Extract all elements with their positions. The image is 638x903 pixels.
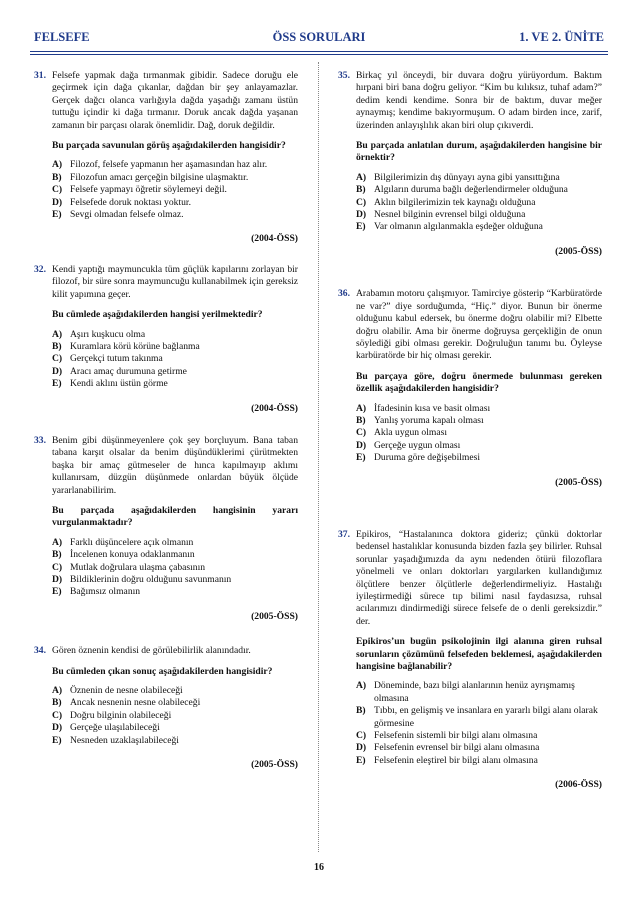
option-text: Aracı amaç durumuna getirme bbox=[70, 365, 187, 377]
option-letter: C) bbox=[52, 184, 63, 196]
page-header bbox=[30, 26, 608, 48]
answer-option[interactable] bbox=[52, 562, 298, 574]
option-text: Felsefenin evrensel bir bilgi alanı olmasına bbox=[374, 742, 540, 754]
question-34 bbox=[34, 645, 298, 771]
option-letter: B) bbox=[356, 414, 366, 426]
option-letter: E) bbox=[52, 378, 62, 390]
answer-option[interactable] bbox=[356, 415, 602, 427]
right-column bbox=[338, 70, 602, 792]
option-letter: A) bbox=[356, 402, 367, 414]
option-text: Var olmanın algılanmakla eşdeğer olduğuna bbox=[374, 221, 543, 233]
option-text: Mutlak doğrulara ulaşma çabasının bbox=[70, 561, 206, 573]
answer-option[interactable] bbox=[356, 172, 602, 184]
option-letter: B) bbox=[52, 340, 62, 352]
question-text: Arabamın motoru çalışmıyor. Tamirciye gösterip “Karbüratörde ne var?” diye sorduğumda, “Hiç.” diyor. Bunun bir önerme olduğunu kabul edersek, bu önerme doğru olabilir mi? Elbette doğru olabilir. Ama bir önerme doğruysa gerçekliğin de onun söylediği gibi olması gerekir. Doğruluğun tanımı bu. Öyleyse karbüratörde bir hiç olması gerekir. bbox=[356, 288, 602, 362]
option-letter: E) bbox=[356, 754, 366, 766]
option-text: Kendi aklını üstün görme bbox=[70, 378, 168, 390]
answer-option[interactable] bbox=[52, 537, 298, 549]
option-letter: A) bbox=[356, 680, 367, 692]
option-text: İfadesinin kısa ve basit olması bbox=[374, 402, 491, 414]
option-letter: C) bbox=[356, 730, 367, 742]
header-subject: FELSEFE bbox=[34, 30, 90, 44]
question-source: (2005-ÖSS) bbox=[251, 759, 298, 771]
option-letter: B) bbox=[52, 697, 62, 709]
left-column bbox=[34, 70, 298, 771]
option-text: Döneminde, bazı bilgi alanlarının henüz ayrışmamış olmasına bbox=[374, 680, 575, 704]
option-text: Felsefenin sistemli bir bilgi alanı olmasına bbox=[374, 730, 538, 742]
question-prompt: Bu cümleden çıkan sonuç aşağıdakilerden hangisidir? bbox=[52, 665, 273, 677]
answer-option[interactable] bbox=[52, 172, 298, 184]
question-prompt: Bu cümlede aşağıdakilerden hangisi yerilmektedir? bbox=[52, 309, 263, 321]
option-text: Bağımsız olmanın bbox=[70, 586, 141, 598]
option-text: Yanlış yoruma kapalı olması bbox=[374, 414, 484, 426]
option-letter: C) bbox=[356, 196, 367, 208]
option-text: Öznenin de nesne olabileceği bbox=[70, 685, 183, 697]
question-number: 35. bbox=[338, 70, 350, 81]
option-text: Akla uygun olması bbox=[374, 427, 448, 439]
answer-option[interactable] bbox=[356, 403, 602, 415]
answer-option[interactable] bbox=[52, 574, 298, 586]
option-letter: D) bbox=[52, 196, 63, 208]
answer-option[interactable] bbox=[52, 184, 298, 196]
question-source: (2005-ÖSS) bbox=[555, 476, 602, 488]
question-text: Gören öznenin kendisi de görülebilirlik alanındadır. bbox=[52, 645, 251, 657]
option-text: Aklın bilgilerimizin tek kaynağı olduğuna bbox=[374, 196, 536, 208]
option-letter: A) bbox=[52, 536, 63, 548]
option-text: Gerçeğe uygun olması bbox=[374, 439, 461, 451]
answer-option[interactable] bbox=[356, 742, 602, 754]
option-text: Algıların duruma bağlı değerlendirmeler olduğuna bbox=[374, 184, 568, 196]
question-text: Kendi yaptığı maymuncukla tüm güçlük kapılarını zorlayan bir filozof, bir süre sonra maymuncuğu kullanabilmek için gereksiz kilit yapımına geçer. bbox=[52, 263, 298, 300]
column-divider bbox=[318, 62, 319, 852]
question-source: (2004-ÖSS) bbox=[251, 402, 298, 414]
option-text: Felsefe yapmayı öğretir söylemeyi değil. bbox=[70, 184, 227, 196]
answer-option[interactable] bbox=[52, 366, 298, 378]
option-text: Farklı düşüncelere açık olmanın bbox=[70, 536, 194, 548]
option-letter: D) bbox=[52, 365, 63, 377]
header-rule-thin bbox=[30, 54, 608, 55]
option-letter: D) bbox=[356, 742, 367, 754]
option-letter: E) bbox=[52, 734, 62, 746]
option-text: Gerçekçi tutum takınma bbox=[70, 353, 163, 365]
answer-option[interactable] bbox=[52, 341, 298, 353]
option-letter: B) bbox=[52, 171, 62, 183]
question-text: Benim gibi düşünmeyenlere çok şey borçluyum. Bana taban tabana karşıt olsalar da benim düşündüklerimi çürütmekten başka bir amaç gütmeseler de hınca kapılmayıp aklımı kullanırsam, düzgün düşünmede onlardan büyük ölçüde yararlanabilirim. bbox=[52, 434, 298, 496]
option-letter: D) bbox=[52, 574, 63, 585]
answer-option[interactable] bbox=[52, 197, 298, 209]
header-unit: 1. VE 2. ÜNİTE bbox=[519, 30, 604, 44]
option-letter: C) bbox=[52, 353, 63, 365]
question-number: 36. bbox=[338, 288, 350, 300]
answer-option[interactable] bbox=[52, 549, 298, 561]
option-text: Filozof, felsefe yapmanın her aşamasından haz alır. bbox=[70, 159, 268, 171]
option-text: Kuramlara körü körüne bağlanma bbox=[70, 340, 200, 352]
answer-option[interactable] bbox=[356, 705, 602, 730]
question-prompt: Bu parçada aşağıdakilerden hangisinin yararı vurgulanmaktadır? bbox=[52, 504, 298, 529]
question-source: (2006-ÖSS) bbox=[555, 779, 602, 791]
page-number: 16 bbox=[314, 862, 324, 873]
option-letter: E) bbox=[52, 209, 62, 221]
answer-option[interactable] bbox=[356, 730, 602, 742]
answer-option[interactable] bbox=[52, 329, 298, 341]
question-text: Felsefe yapmak dağa tırmanmak gibidir. Sadece doruğu ele geçirmek için dağa çıkanlar, dağdan bir şey anlayamazlar. Gerçek dağcı olanca varlığıyla dağda yaşadığı zamanı üstün tuttuğu içindir ki dağa tırmanır. Doruk ancak dağda yaşanan zamanın bir parçası olarak önemlidir. Dağ, doruk değildir. bbox=[52, 70, 298, 131]
option-text: Sevgi olmadan felsefe olmaz. bbox=[70, 209, 184, 221]
question-number: 34. bbox=[34, 645, 46, 657]
question-33 bbox=[34, 435, 298, 623]
question-number: 32. bbox=[34, 263, 46, 275]
option-letter: B) bbox=[356, 705, 366, 717]
answer-option[interactable] bbox=[52, 735, 298, 747]
question-source: (2005-ÖSS) bbox=[555, 245, 602, 257]
answer-option[interactable] bbox=[356, 440, 602, 452]
option-letter: E) bbox=[52, 586, 62, 598]
option-text: Filozofun amacı gerçeğin bilgisine ulaşmaktır. bbox=[70, 171, 249, 183]
header-rule bbox=[30, 51, 608, 52]
answer-option[interactable] bbox=[356, 197, 602, 209]
option-letter: B) bbox=[356, 184, 366, 196]
answer-option[interactable] bbox=[356, 755, 602, 767]
question-37 bbox=[338, 529, 602, 792]
answer-option[interactable] bbox=[356, 184, 602, 196]
option-text: İncelenen konuya odaklanmanın bbox=[70, 549, 195, 561]
option-text: Bildiklerinin doğru olduğunu savunmanın bbox=[70, 574, 232, 585]
option-letter: D) bbox=[356, 439, 367, 451]
option-text: Tıbbı, en gelişmiş ve insanlara en yararlı bilgi alanı olarak görmesine bbox=[374, 705, 598, 729]
answer-option[interactable] bbox=[52, 710, 298, 722]
option-letter: D) bbox=[52, 722, 63, 734]
question-35 bbox=[338, 70, 602, 258]
option-text: Nesnel bilginin evrensel bilgi olduğuna bbox=[374, 209, 526, 221]
answer-option[interactable] bbox=[52, 722, 298, 734]
option-text: Duruma göre değişebilmesi bbox=[374, 452, 481, 464]
option-letter: E) bbox=[356, 221, 366, 233]
answer-option[interactable] bbox=[356, 680, 602, 705]
answer-option[interactable] bbox=[52, 159, 298, 171]
answer-option[interactable] bbox=[52, 685, 298, 697]
answer-option[interactable] bbox=[52, 697, 298, 709]
option-text: Doğru bilginin olabileceği bbox=[70, 709, 172, 721]
answer-option[interactable] bbox=[52, 586, 298, 598]
question-prompt: Epikiros’un bugün psikolojinin ilgi alanına giren ruhsal sorunların çözümünü felsefeden beklemesi, aşağıdakilerden hangisine bağlanabilir? bbox=[356, 636, 602, 673]
option-text: Ancak nesnenin nesne olabileceği bbox=[70, 697, 201, 709]
question-32 bbox=[34, 264, 298, 415]
option-text: Felsefede doruk noktası yoktur. bbox=[70, 196, 191, 208]
option-letter: B) bbox=[52, 549, 62, 561]
option-letter: A) bbox=[52, 685, 63, 697]
option-text: Aşırı kuşkucu olma bbox=[70, 328, 146, 340]
option-letter: C) bbox=[356, 427, 367, 439]
answer-option[interactable] bbox=[356, 427, 602, 439]
question-prompt: Bu parçada anlatılan durum, aşağıdakilerden hangisine bir örnektir? bbox=[356, 140, 602, 164]
option-text: Bilgilerimizin dış dünyayı ayna gibi yansıttığına bbox=[374, 171, 560, 183]
question-number: 33. bbox=[34, 434, 46, 446]
option-letter: C) bbox=[52, 709, 63, 721]
answer-option[interactable] bbox=[52, 353, 298, 365]
question-number: 37. bbox=[338, 528, 350, 540]
option-text: Gerçeğe ulaşılabileceği bbox=[70, 722, 160, 734]
option-text: Nesneden uzaklaşılabileceği bbox=[70, 734, 179, 746]
question-prompt: Bu parçada savunulan görüş aşağıdakilerden hangisidir? bbox=[52, 140, 286, 152]
question-text: Birkaç yıl önceydi, bir duvara doğru yürüyordum. Baktım hırpani biri bana doğru geliyor. “Kim bu kılıksız, tuhaf adam?” dedim kendi kendime. Sonra bir de baktım, duvar meğer aynaymış; kendime bakıyormuşum. O adam birden ince, zarif, üzerinden anlayışlılık akan biri olup çıkıverdi. bbox=[356, 70, 602, 131]
option-letter: E) bbox=[356, 452, 366, 464]
answer-option[interactable] bbox=[52, 378, 298, 390]
answer-option[interactable] bbox=[356, 209, 602, 221]
answer-option[interactable] bbox=[356, 452, 602, 464]
question-number: 31. bbox=[34, 70, 46, 81]
option-letter: D) bbox=[356, 209, 367, 221]
option-letter: A) bbox=[356, 171, 367, 183]
option-text: Felsefenin eleştirel bir bilgi alanı olmasına bbox=[374, 754, 538, 766]
question-prompt: Bu parçaya göre, doğru önermede bulunması gereken özellik aşağıdakilerden hangisidir? bbox=[356, 370, 602, 395]
option-letter: A) bbox=[52, 328, 63, 340]
option-letter: A) bbox=[52, 159, 63, 171]
option-letter: C) bbox=[52, 561, 63, 573]
answer-option[interactable] bbox=[356, 221, 602, 233]
header-title: ÖSS SORULARI bbox=[272, 30, 366, 44]
question-source: (2004-ÖSS) bbox=[251, 233, 298, 245]
question-text: Epikiros, “Hastalanınca doktora gideriz; çünkü doktorlar bedensel hastalıklar konusunda bizden fazla şey bilirler. Ruhsal sorunlar yaşadığımızda da aynı nedenden ötürü filozoflara yönelmeli ve onları doktorları yargılarken kullandığımız ölçütlere benzer ölçütlerle değerlendirmeliyiz. Hastalığı iyileştirmediği sürece tıp bilimi nasıl faydasızsa, ruhsal acılarımızı dindirmediği sürece felsefe de o denli gereksizdir.” der. bbox=[356, 528, 602, 627]
question-36 bbox=[338, 288, 602, 489]
question-source: (2005-ÖSS) bbox=[251, 610, 298, 622]
answer-option[interactable] bbox=[52, 209, 298, 221]
question-31 bbox=[34, 70, 298, 246]
